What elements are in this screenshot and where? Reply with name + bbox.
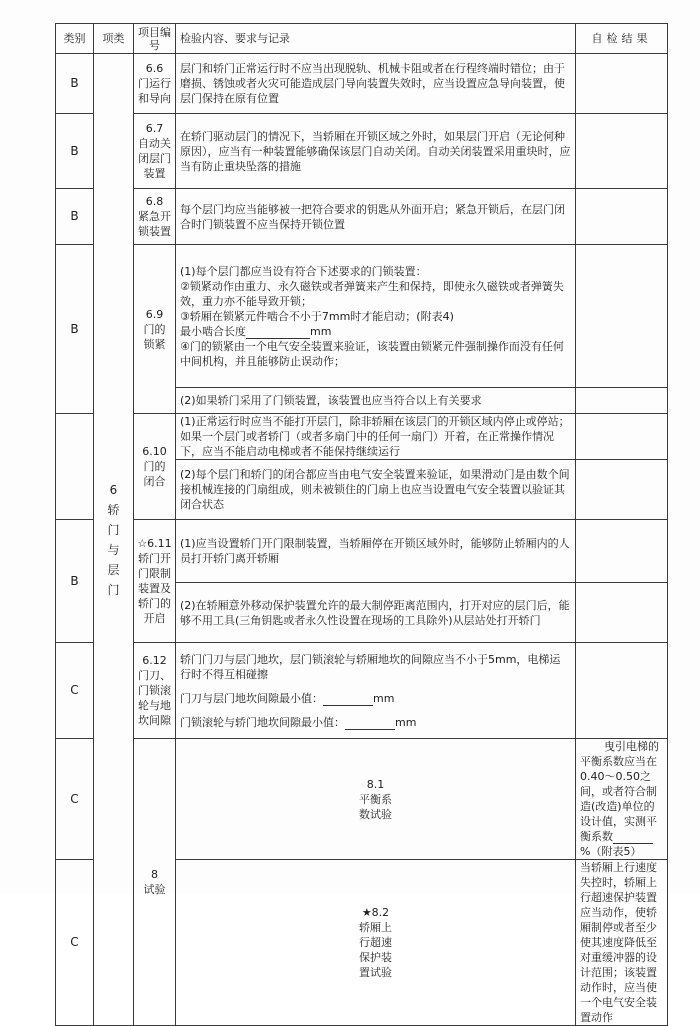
measure-unit: mm [395, 715, 417, 729]
category-cell [56, 414, 94, 520]
item-line: 保护装 [359, 951, 392, 964]
measure-label: 门刀与层门地坎间隙最小值： [180, 691, 323, 705]
group-6-char: 与 [107, 542, 120, 557]
category-cell: B [56, 189, 94, 245]
category-cell: C [56, 643, 94, 739]
group-6-char: 门 [107, 582, 120, 597]
item-line: 锁装置 [138, 225, 171, 238]
item-line: 坎间隙 [138, 714, 171, 727]
category-cell: B [56, 54, 94, 114]
category-cell: B [56, 520, 94, 643]
result-cell [576, 414, 668, 460]
group-6-label [94, 54, 134, 1026]
group-6-char: 门 [107, 522, 120, 537]
item-line: 数试验 [359, 807, 392, 821]
item-line: 8.1 [366, 777, 385, 791]
item-number-cell [134, 520, 176, 643]
header-category: 类别 [56, 24, 94, 54]
row-6-6 [56, 54, 668, 114]
item-number-cell [176, 860, 576, 1026]
row-6-8 [56, 189, 668, 245]
group-6-char: 层 [107, 562, 120, 577]
content-cell: 在轿门驱动层门的情况下，当轿厢在开锁区域之外时，如果层门开启（无论何种原因），应当有一种装置能够确保该层门自动关闭。自动关闭装置采用重块时，应当有防止重块坠落的措施 [176, 114, 576, 189]
content-cell [176, 245, 576, 388]
group-6-number: 6 [109, 482, 118, 497]
measure-blank[interactable] [345, 729, 395, 730]
category-cell: B [56, 114, 94, 189]
item-line: 装置 [143, 167, 166, 180]
item-line: 门的 [143, 460, 166, 473]
result-cell [576, 643, 668, 739]
content-cell: (2)如果轿门采用了门锁装置，该装置也应当符合以上有关要求 [176, 388, 576, 414]
content-line: (1)每个层门都应当设有符合下述要求的门锁装置： [180, 264, 427, 278]
content-cell: 当轿厢上行速度失控时，轿厢上行超速保护装置应当动作，使轿厢制停或者至少使其速度降低至对重缓冲器的设计范围；该装置动作时，应当使一个电气安全装置动作 [576, 860, 668, 1026]
item-line: 轿门的 [138, 597, 171, 610]
result-cell [576, 189, 668, 245]
item-line: 门运行 [138, 77, 171, 90]
content-cell: (1)应当设置轿门开门限制装置，当轿厢停在开锁区域外时，能够防止轿厢内的人员打开轿门离开轿厢 [176, 520, 576, 583]
measure-blank[interactable] [323, 705, 373, 706]
item-line: 6.10 [142, 445, 167, 458]
content-line: ④门的锁紧由一个电气安全装置来验证，该装置由锁紧元件强制操作而没有任何中间机构，并且能够防止误动作； [180, 339, 564, 368]
item-number-cell [134, 54, 176, 114]
group-6-char: 轿 [107, 502, 120, 517]
item-line: 门锁滚 [138, 684, 171, 697]
item-number-cell [134, 414, 176, 520]
item-line: 自动关 [138, 137, 171, 150]
result-cell [576, 520, 668, 583]
item-line: 轿门开 [138, 552, 171, 565]
result-cell [576, 583, 668, 643]
inspection-table [55, 23, 668, 1026]
group-8-number: 8 [151, 868, 158, 881]
content-cell [176, 643, 576, 739]
row-8-1 [56, 739, 668, 860]
category-cell: B [56, 245, 94, 414]
group-8-name: 试验 [143, 883, 166, 896]
result-cell [576, 54, 668, 114]
item-line: 门限制 [138, 567, 171, 580]
item-number-cell [134, 189, 176, 245]
item-line: 装置及 [138, 582, 171, 595]
content-cell: (2)每个层门和轿门的闭合都应当由电气安全装置来验证，如果滑动门是由数个间接机械连接的门扇组成，则未被锁住的门扇上也应当设置电气安全装置以验证其闭合状态 [176, 460, 576, 520]
content-cell: (1)正常运行时应当不能打开层门，除非轿厢在该层门的开锁区域内停止或停站；如果一个层门或者轿门（或者多扇门中的任何一扇门）开着，在正常操作情况下，应当不能启动电梯或者不能保持继续运行 [176, 414, 576, 460]
header-item-number: 项目编号 [134, 24, 176, 54]
item-number-cell [176, 739, 576, 860]
header-item-class: 项类 [94, 24, 134, 54]
content-line: ②锁紧动作由重力、永久磁铁或者弹簧来产生和保持，即使永久磁铁或者弹簧失效，重力亦不能导致开锁； [180, 279, 564, 308]
measure-unit: mm [373, 691, 395, 705]
item-line: 轿厢上 [359, 921, 392, 934]
row-6-11-part1 [56, 520, 668, 583]
item-line: ☆6.11 [137, 537, 172, 550]
result-cell [576, 245, 668, 388]
item-line: 6.6 [145, 62, 164, 75]
content-line: ③轿厢在锁紧元件啮合不小于7mm时才能启动；(附表4) [180, 309, 454, 323]
content-cell [576, 739, 668, 860]
min-engagement-line [180, 324, 571, 339]
item-line: ★8.2 [361, 906, 390, 919]
category-cell: C [56, 739, 94, 860]
item-line: 6.8 [145, 195, 164, 208]
item-line: 闭合 [143, 475, 166, 488]
result-cell [576, 114, 668, 189]
item-line: 和导向 [138, 92, 171, 105]
measure-label: 门锁滚轮与轿门地坎间隙最小值： [180, 715, 345, 729]
content-cell: (2)在轿厢意外移动保护装置允许的最大制停距离范围内，打开对应的层门后，能够不用工具(三角钥匙或者永久性设置在现场的工具除外)从层站处打开轿门 [176, 583, 576, 643]
item-number-cell [134, 643, 176, 739]
row-6-9-part1 [56, 245, 668, 388]
item-line: 行超速 [359, 936, 392, 949]
item-line: 6.12 [142, 654, 167, 667]
balance-text: 曳引电梯的平衡系数应当在0.40～0.50之间，或者符合制造(改造)单位的设计值，实测平衡系数 [580, 740, 659, 843]
item-line: 6.7 [145, 122, 164, 135]
item-number-cell [134, 114, 176, 189]
min-engagement-label: 最小啮合长度 [180, 324, 246, 338]
item-line: 锁紧 [143, 337, 166, 351]
item-line: 轮与地 [138, 699, 171, 712]
item-number-cell [134, 245, 176, 414]
content-line: 轿门门刀与层门地坎，层门锁滚轮与轿厢地坎的间隙应当不小于5mm，电梯运行时不得互相碰擦 [180, 652, 561, 681]
item-line: 紧急开 [138, 210, 171, 223]
measure-line [180, 691, 571, 706]
item-line: 开启 [143, 612, 166, 625]
item-line: 门的 [143, 322, 166, 336]
item-line: 门刀、 [138, 669, 171, 682]
content-cell: 每个层门均应当能够被一把符合要求的钥匙从外面开启；紧急开锁后，在层门闭合时门锁装置不应当保持开锁位置 [176, 189, 576, 245]
item-line: 置试验 [359, 966, 392, 979]
min-engagement-unit: mm [310, 324, 332, 338]
result-cell [576, 388, 668, 414]
item-line: 6.9 [145, 307, 164, 321]
row-6-12 [56, 643, 668, 739]
result-cell [576, 460, 668, 520]
measure-line [180, 715, 571, 730]
header-row [56, 24, 668, 54]
category-cell: C [56, 860, 94, 1026]
header-result: 自检结果 [576, 24, 668, 54]
balance-blank[interactable] [613, 843, 653, 844]
header-content: 检验内容、要求与记录 [176, 24, 576, 54]
group-8-label [134, 739, 176, 1026]
row-6-10-part1 [56, 414, 668, 460]
balance-unit: %（附表5） [580, 845, 642, 858]
item-line: 平衡系 [359, 792, 392, 806]
row-6-7 [56, 114, 668, 189]
item-line: 闭层门 [138, 152, 171, 165]
content-cell: 层门和轿门正常运行时不应当出现脱轨、机械卡阻或者在行程终端时错位；由于磨损、锈蚀或者火灾可能造成层门导向装置失效时，应当设置应急导向装置，使层门保持在原有位置 [176, 54, 576, 114]
